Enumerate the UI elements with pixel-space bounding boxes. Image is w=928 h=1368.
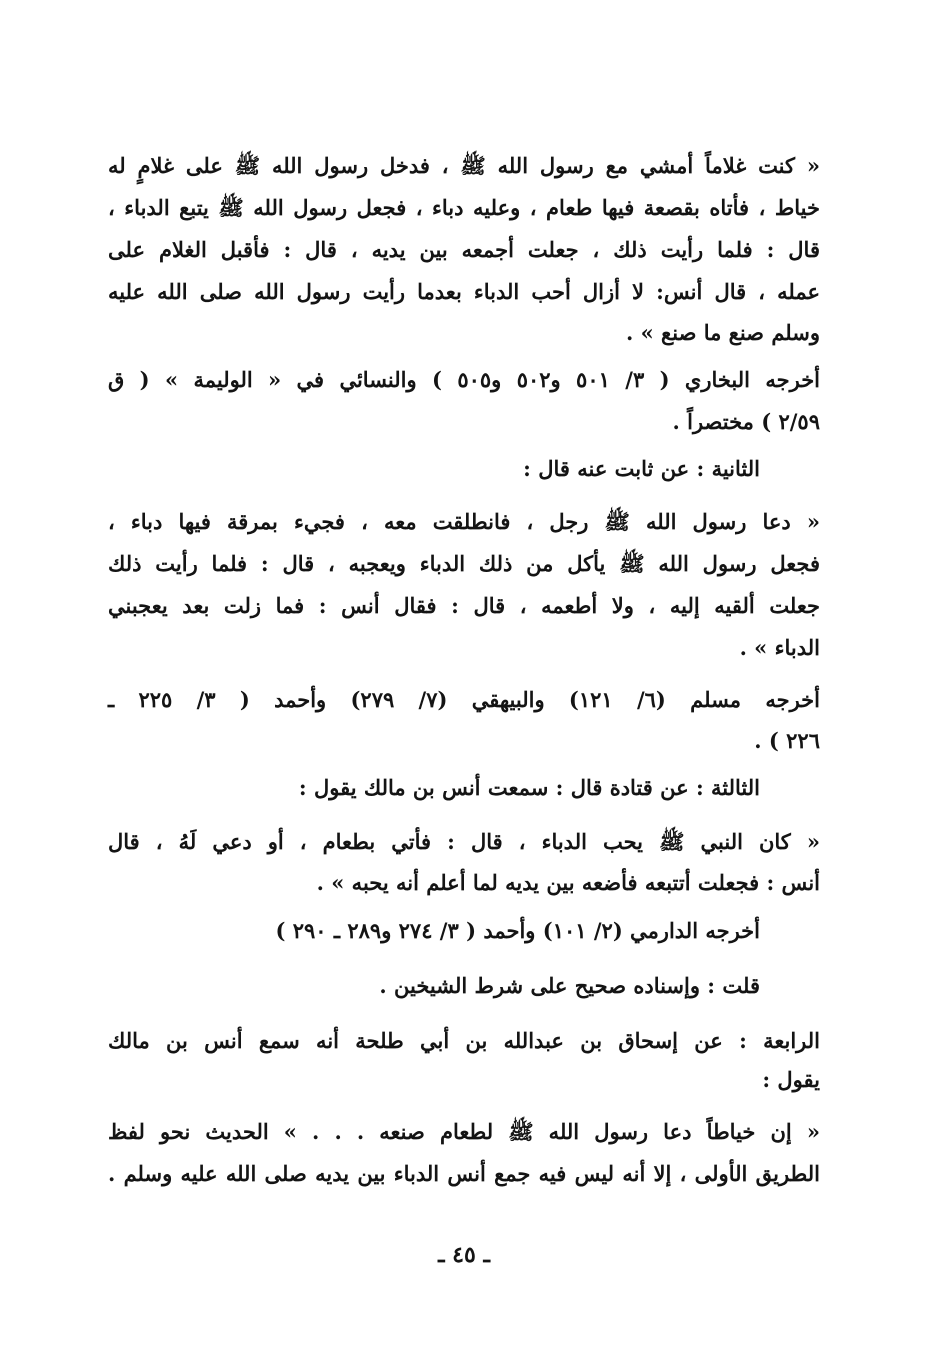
text-line: خياط ، فأتاه بقصعة فيها طعام ، وعليه دباء ، فجعل رسول الله ﷺ يتبع الدباء ، — [108, 195, 820, 220]
text-line: ٢٢٦ ) . — [754, 728, 820, 753]
text-line: قال : فلما رأيت ذلك ، جعلت أجمعه بين يديه ، قال : فأقبل الغلام على — [108, 237, 820, 262]
section-heading: الثالثة : عن قتادة قال : سمعت أنس بن مالك يقول : — [298, 775, 760, 800]
text-line: أنس : فجعلت أتتبعه فأضعه بين يديه لما أعلم أنه يحبه » . — [316, 870, 820, 895]
section-heading: الثانية : عن ثابت عنه قال : — [523, 456, 760, 481]
text-line: قلت : وإسناده صحيح على شرط الشيخين . — [379, 973, 760, 998]
text-line: يقول : — [762, 1067, 820, 1092]
text-line: الدباء » . — [739, 635, 820, 660]
text-line: فجعل رسول الله ﷺ يأكل من ذلك الدباء ويعجبه ، قال : فلما رأيت ذلك — [108, 551, 820, 576]
text-line: « دعا رسول الله ﷺ رجل ، فانطلقت معه ، فجيء بمرقة فيها دباء ، — [108, 509, 820, 534]
text-line: « كنت غلاماً أمشي مع رسول الله ﷺ ، فدخل رسول الله ﷺ على غلامٍ له — [108, 153, 820, 178]
text-line: جعلت ألقيه إليه ، ولا أطعمه ، قال : فقال أنس : فما زلت بعد يعجبني — [108, 593, 820, 618]
text-line: أخرجه الدارمي (٢/ ١٠١) وأحمد ( ٣/ ٢٧٤ و٢٨٩ ـ ٢٩٠ ) — [275, 918, 760, 943]
text-line: « كان النبي ﷺ يحب الدباء ، قال : فأتي بطعام ، أو دعي لَهُ ، قال — [108, 829, 820, 854]
text-line: أخرجه البخاري ( ٣/ ٥٠١ و٥٠٢ و٥٠٥ ) والنسائي في « الوليمة » ( ق — [108, 367, 821, 392]
text-line: وسلم صنع ما صنع » . — [626, 320, 820, 345]
text-line: « إن خياطاً دعا رسول الله ﷺ لطعام صنعه . . . » الحديث نحو لفظ — [108, 1119, 820, 1144]
text-line: ٢/٥٩ ) مختصراً . — [672, 409, 820, 434]
page-number: ـ ٤٥ ـ — [438, 1242, 490, 1268]
text-line: أخرجه مسلم (٦/ ١٢١) والبيهقي (٧/ ٢٧٩) وأحمد ( ٣/ ٢٢٥ ـ — [108, 687, 820, 712]
text-line: الطريق الأولى ، إلا أنه ليس فيه جمع أنس الدباء بين يديه صلى الله عليه وسلم . — [108, 1161, 820, 1186]
text-line: عمله ، قال أنس: لا أزال أحب الدباء بعدما رأيت رسول الله صلى الله عليه — [108, 279, 820, 304]
text-line: الرابعة : عن إسحاق بن عبدالله بن أبي طلحة أنه سمع أنس بن مالك — [108, 1028, 820, 1053]
